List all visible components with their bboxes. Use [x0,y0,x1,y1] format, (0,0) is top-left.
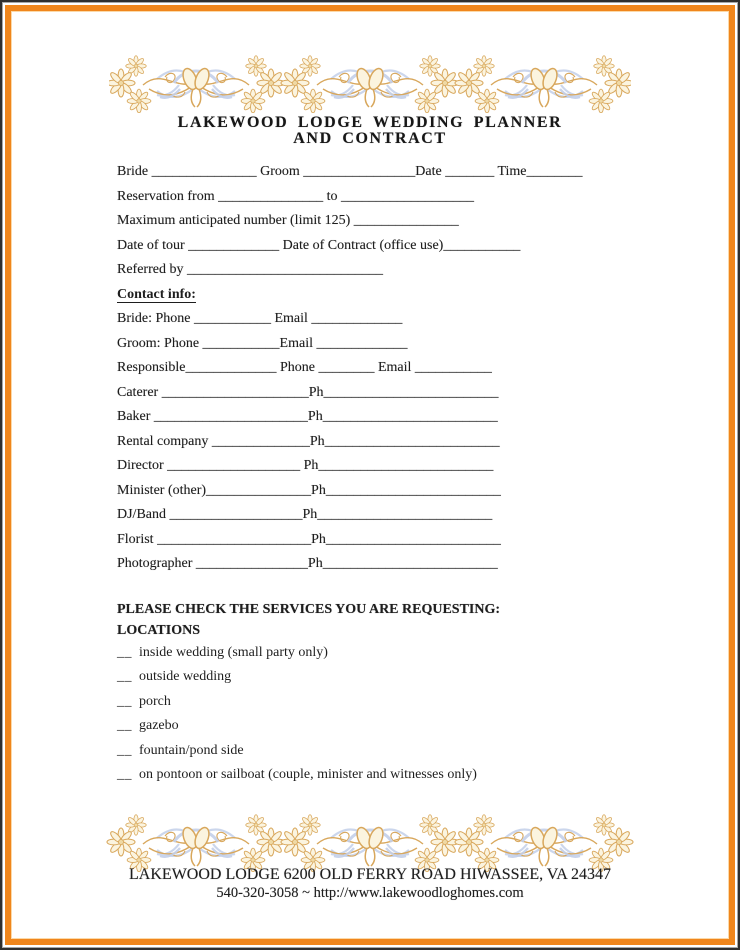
option-pontoon-sailboat [117,763,637,788]
locations-subheading: LOCATIONS [117,622,200,638]
form-line-reservation: Reservation from _______________ to ___________________ [117,188,474,204]
vendor-line-rental-company: Rental company ______________Ph_________________________ [117,433,500,449]
option-fountain-pond-side [117,739,637,764]
vendor-line-florist: Florist ______________________Ph_________________________ [117,531,501,547]
checkbox-blank: __ [117,718,132,734]
footer-phone-website: 540-320-3058 ~ http://www.lakewoodloghomes.com [216,885,524,902]
checkbox-blank: __ [117,742,132,758]
vendor-line-dj-band: DJ/Band ___________________Ph_________________________ [117,507,493,522]
services-heading: PLEASE CHECK THE SERVICES YOU ARE REQUESTING: [117,601,501,617]
option-inside-wedding [117,641,637,666]
option-label: gazebo [139,718,179,734]
contact-info-heading-text: Contact info: [117,286,196,302]
vendor-line-minister: Minister (other)_______________Ph_________________________ [117,482,501,498]
wedding-planner-document [11,11,729,939]
orange-page-border [5,5,735,945]
footer [11,866,729,902]
contact-line-groom: Groom: Phone ___________Email _____________ [117,335,408,351]
floral-border-bottom-icon [101,814,639,872]
contact-info-heading [117,283,637,308]
vendor-line-baker: Baker ______________________Ph_________________________ [117,409,498,424]
option-outside-wedding [117,665,637,690]
checkbox-blank: __ [117,693,132,709]
contact-line-bride: Bride: Phone ___________ Email _____________ [117,311,403,326]
gray-frame-line [2,2,738,948]
form-line-max-number: Maximum anticipated number (limit 125) _______________ [117,213,459,228]
option-label: fountain/pond side [139,742,244,758]
vendor-line-caterer: Caterer _____________________Ph_________________________ [117,384,499,400]
white-frame-gap [3,3,737,947]
vendor-line-director: Director ___________________ Ph_________________________ [117,458,494,473]
services-section [117,599,637,789]
document-title [11,115,729,147]
option-label: outside wedding [139,669,232,685]
title-line-1: LAKEWOOD LODGE WEDDING PLANNER [177,114,563,131]
form-line-dates: Date of tour _____________ Date of Contract (office use)___________ [117,237,521,253]
contact-line-responsible: Responsible_____________ Phone ________ Email ___________ [117,360,492,375]
footer-address: LAKEWOOD LODGE 6200 OLD FERRY ROAD HIWASSEE, VA 24347 [129,866,611,884]
option-gazebo [117,714,637,739]
form-line-referred-by: Referred by ____________________________ [117,262,383,277]
option-porch [117,690,637,715]
option-label: porch [139,693,171,709]
checkbox-blank: __ [117,669,132,685]
title-line-2: AND CONTRACT [293,130,447,147]
floral-border-top-icon [109,55,631,113]
vendor-line-photographer: Photographer ________________Ph_________________________ [117,556,498,571]
form-fields [117,160,637,577]
form-line-bride-groom-date-time: Bride _______________ Groom ________________Date _______ Time________ [117,164,583,179]
checkbox-blank: __ [117,644,132,660]
option-label: inside wedding (small party only) [139,644,328,660]
checkbox-blank: __ [117,767,132,783]
option-label: on pontoon or sailboat (couple, minister and witnesses only) [139,767,477,783]
